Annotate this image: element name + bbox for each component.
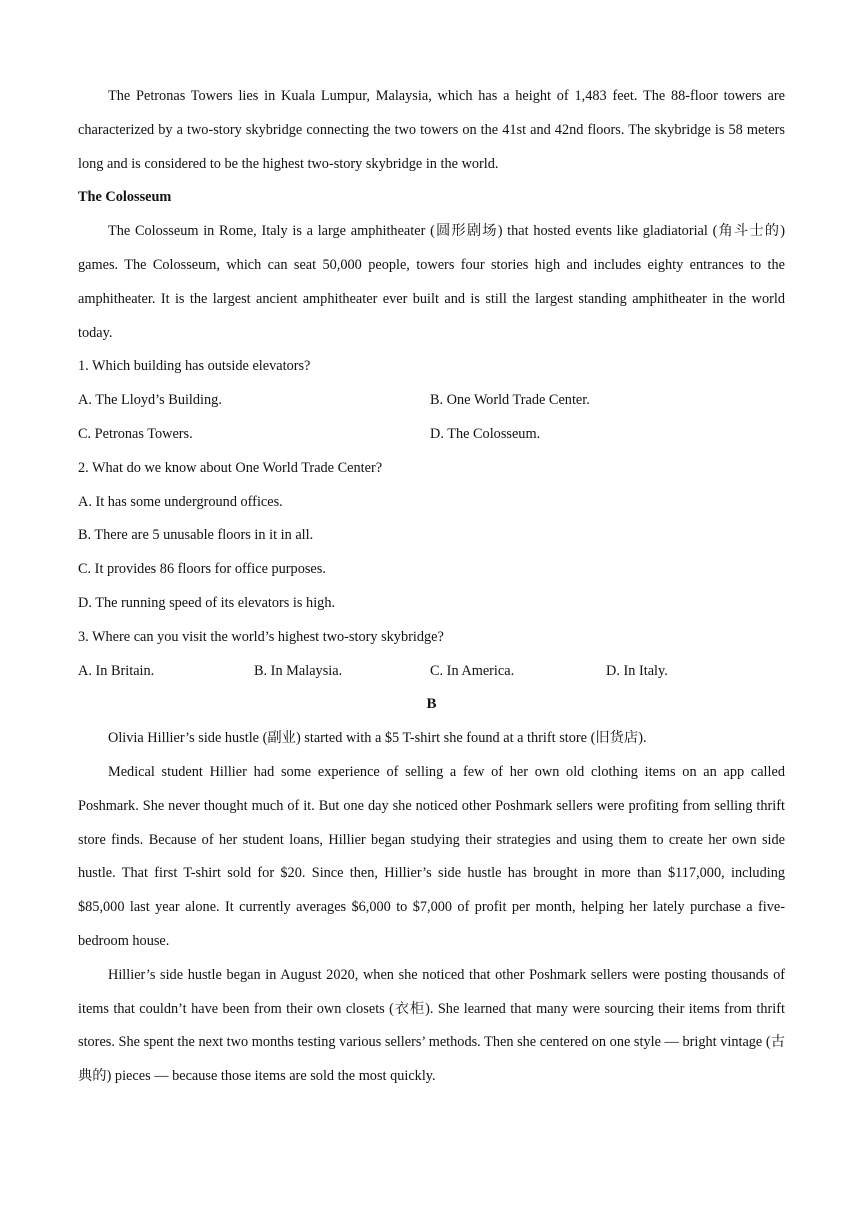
document-page bbox=[78, 80, 785, 1094]
question-1-stem: 1. Which building has outside elevators? bbox=[78, 358, 311, 375]
question-3-option-d: D. In Italy. bbox=[606, 662, 668, 679]
question-1-options-row-2 bbox=[78, 418, 785, 452]
question-3-option-b: B. In Malaysia. bbox=[254, 662, 343, 679]
question-2-option-c: C. It provides 86 floors for office purposes. bbox=[78, 561, 326, 578]
question-1-option-d: D. The Colosseum. bbox=[430, 425, 541, 442]
question-1-option-a: A. The Lloyd’s Building. bbox=[78, 392, 222, 409]
colosseum-heading: The Colosseum bbox=[78, 189, 172, 206]
passage-b-paragraph-3: Hillier’s side hustle began in August 2020, when she noticed that other Poshmark sellers were posting thousands of items that couldn’t have been from their own closets (衣柜). She learned that many were sourcing their items from thrift stores. She spent the next two months testing various sellers’ methods. Then she centered on one style — bright vintage (古典的) pieces — because those items are sold the most quickly. bbox=[78, 966, 785, 1085]
passage-b-paragraph-1: Olivia Hillier’s side hustle (副业) started with a $5 T-shirt she found at a thrift store (旧货店). bbox=[108, 730, 647, 747]
question-3-stem: 3. Where can you visit the world’s highest two-story skybridge? bbox=[78, 628, 444, 645]
question-1-option-b: B. One World Trade Center. bbox=[430, 392, 590, 409]
question-2-stem: 2. What do we know about One World Trade Center? bbox=[78, 459, 383, 476]
passage-b-paragraph-2: Medical student Hillier had some experience of selling a few of her own old clothing items on an app called Poshmark. She never thought much of it. But one day she noticed other Poshmark sellers were profiting from selling thrift store finds. Because of her student loans, Hillier began studying their strategies and using them to create her own side hustle. That first T-shirt sold for $20. Since then, Hillier’s side hustle has brought in more than $117,000, including $85,000 last year alone. It currently averages $6,000 to $7,000 of profit per month, helping her lately purchase a five-bedroom house. bbox=[78, 763, 785, 949]
question-3-options-row bbox=[78, 655, 785, 689]
question-2-option-d: D. The running speed of its elevators is high. bbox=[78, 594, 336, 611]
section-b-heading: B bbox=[426, 696, 437, 713]
colosseum-paragraph: The Colosseum in Rome, Italy is a large amphitheater (圆形剧场) that hosted events like gladiatorial (角斗士的) games. The Colosseum, which can seat 50,000 people, towers four stories high and includes eighty entrances to the amphitheater. It is the largest ancient amphitheater ever built and is still the largest standing amphitheater in the world today. bbox=[78, 223, 785, 341]
question-3-option-a: A. In Britain. bbox=[78, 662, 155, 679]
question-3-option-c: C. In America. bbox=[430, 662, 515, 679]
question-1-option-c: C. Petronas Towers. bbox=[78, 425, 193, 442]
petronas-paragraph: The Petronas Towers lies in Kuala Lumpur, Malaysia, which has a height of 1,483 feet. The 88-floor towers are characterized by a two-story skybridge connecting the two towers on the 41st and 42nd floors. The skybridge is 58 meters long and is considered to be the highest two-story skybridge in the world. bbox=[78, 88, 785, 172]
question-2-option-b: B. There are 5 unusable floors in it in all. bbox=[78, 527, 314, 544]
question-1-options-row-1 bbox=[78, 384, 785, 418]
question-2-option-a: A. It has some underground offices. bbox=[78, 493, 283, 510]
